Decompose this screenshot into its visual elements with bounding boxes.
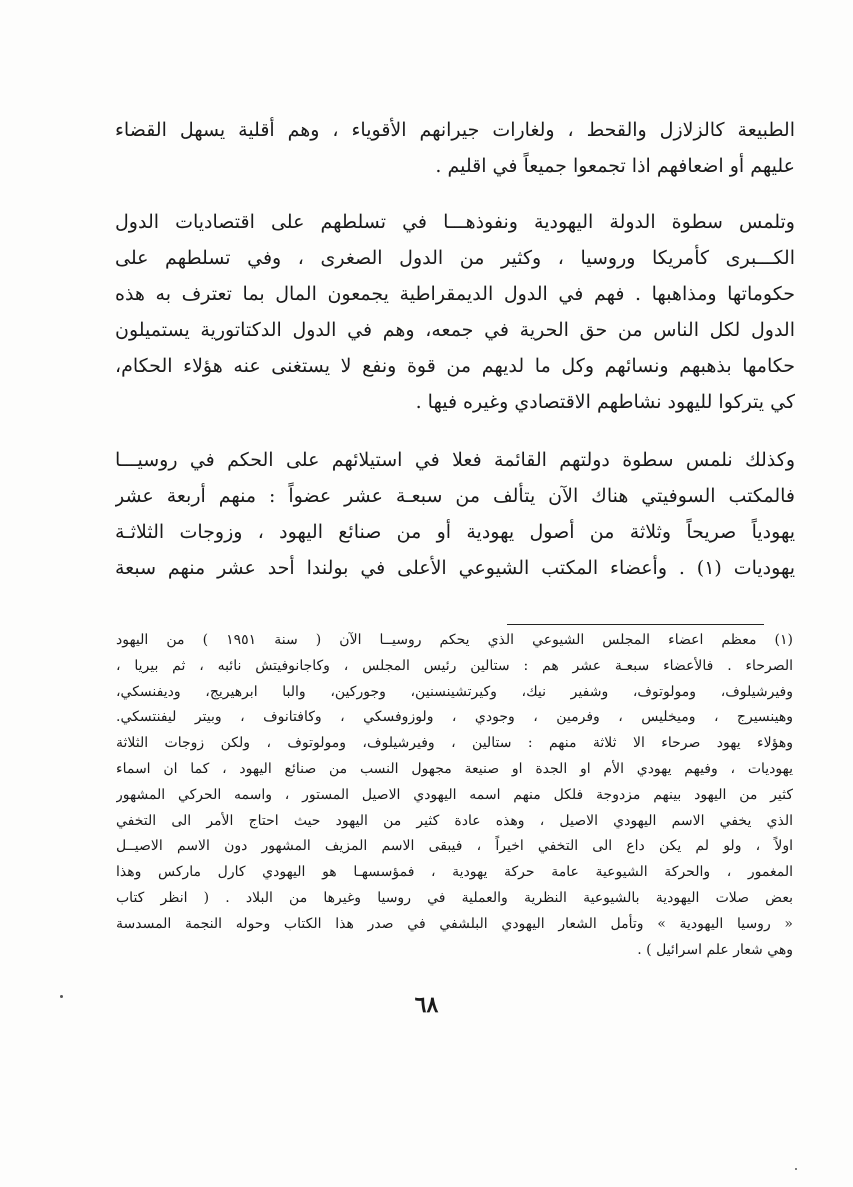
paragraph-line: وكذلك نلمس سطوة دولتهم القائمة فعلا في استيلائهم على الحكم في روسيـــا [115,449,795,471]
paragraph-line: يهودياً صريحاً وثلاثة من أصول يهودية أو من صنائع اليهود ، وزوجات الثلاثـة [115,521,795,543]
footnote-line: المغمور ، والحركة الشيوعية عامة حركة يهودية ، فمؤسسهـا هو اليهودي كارل ماركس وهذا [116,864,793,881]
paragraph-line: فالمكتب السوفيتي هناك الآن يتألف من سبعـة عشر عضواً : منهم أربعة عشر [115,485,795,507]
paragraph-line: عليهم أو اضعافهم اذا تجمعوا جميعاً في اقليم . [435,155,795,177]
footnote-line: اولاً ، ولو لم يكن داع الى التخفي اخيراً ، فيبقى الاسم المزيف المشهور دون الاسم الاصيــل [116,838,793,855]
footnote-line: الذي يخفي الاسم اليهودي الاصيل ، وهذه عادة كثير من اليهود حيث احتاج الأمر الى التخفي [116,812,793,829]
paragraph-line: وتلمس سطوة الدولة اليهودية ونفوذهـــا في تسلطهم على اقتصاديات الدول [115,211,795,233]
footnote-line: وفيرشيلوف، ومولوتوف، وشفير نيك، وكيرتشينسنين، وجوركين، والبا ابرهيريج، وديفنسكي، [116,683,793,700]
footnote-line: وهينسيرج ، وميخليس ، وفرمين ، وجودي ، ولوزوفسكي ، وكافتانوف ، وبيتر ليفنتسكي. [116,709,793,726]
paragraph-line: حكوماتها ومذاهبها . فهم في الدول الديمقراطية يجمعون المال بما تعترف به هذه [115,283,795,305]
body-paragraph-2 [115,204,795,420]
footnote-line: بعض صلات اليهودية بالشيوعية النظرية والعملية في روسيا وغيرها من البلاد . ( انظر كتاب [116,889,793,906]
footnote-line: وهؤلاء يهود صرحاء الا ثلاثة منهم : ستالين ، وفيرشيلوف، ومولوتوف ، ولكن زوجات الثلاثة [116,735,793,752]
footnote [116,628,793,963]
paragraph-line: حكامها بذهبهم ونسائهم وكل ما لديهم من قوة ونفع لا يستغنى عنه هؤلاء الحكام، [115,355,795,377]
body-paragraph-3 [115,442,795,586]
footnote-line: الصرحاء . فالأعضاء سبعـة عشر هم : ستالين رئيس المجلس ، وكاجانوفيتش نائبه ، ثم بيريا ، [116,657,793,674]
paragraph-line: كي يتركوا لليهود نشاطهم الاقتصادي وغيره فيها . [415,391,795,413]
paragraph-line: الدول لكل الناس من حق الحرية في جمعه، وهم في الدول الدكتاتورية يستميلون [115,319,795,341]
body-paragraph-1 [115,112,795,184]
page-number: ٦٨ [414,992,439,1018]
footnote-line: وهي شعار علم اسرائيل ) . [637,941,793,958]
footnote-line: يهوديات ، وفيهم يهودي الأم او الجدة او صنيعة مجهول النسب من صنائع اليهود ، كما ان اسماء [116,760,793,777]
paragraph-line: يهوديات (١) . وأعضاء المكتب الشيوعي الأعلى في بولندا أحد عشر منهم سبعة [115,557,795,579]
scan-speck [60,995,63,998]
footnote-line: (١) معظم اعضاء المجلس الشيوعي الذي يحكم روسيــا الآن ( سنة ١٩٥١ ) من اليهود [116,632,793,648]
footnote-separator [507,624,764,625]
paragraph-line: الطبيعة كالزلازل والقحط ، ولغارات جيرانهم الأقوياء ، وهم أقلية يسهل القضاء [115,119,795,141]
footnote-line: كثير من اليهود بينهم مزدوجة فلكل منهم اسمه اليهودي الاصيل المستور ، واسمه الحركي المشهور [116,786,793,803]
footnote-line: « روسيا اليهودية » وتأمل الشعار اليهودي البلشفي في صدر هذا الكتاب وحوله النجمة المسدسة [116,915,793,932]
scan-speck [795,1168,797,1170]
paragraph-line: الكـــبرى كأمريكا وروسيا ، وكثير من الدول الصغرى ، وفي تسلطهم على [115,247,795,269]
